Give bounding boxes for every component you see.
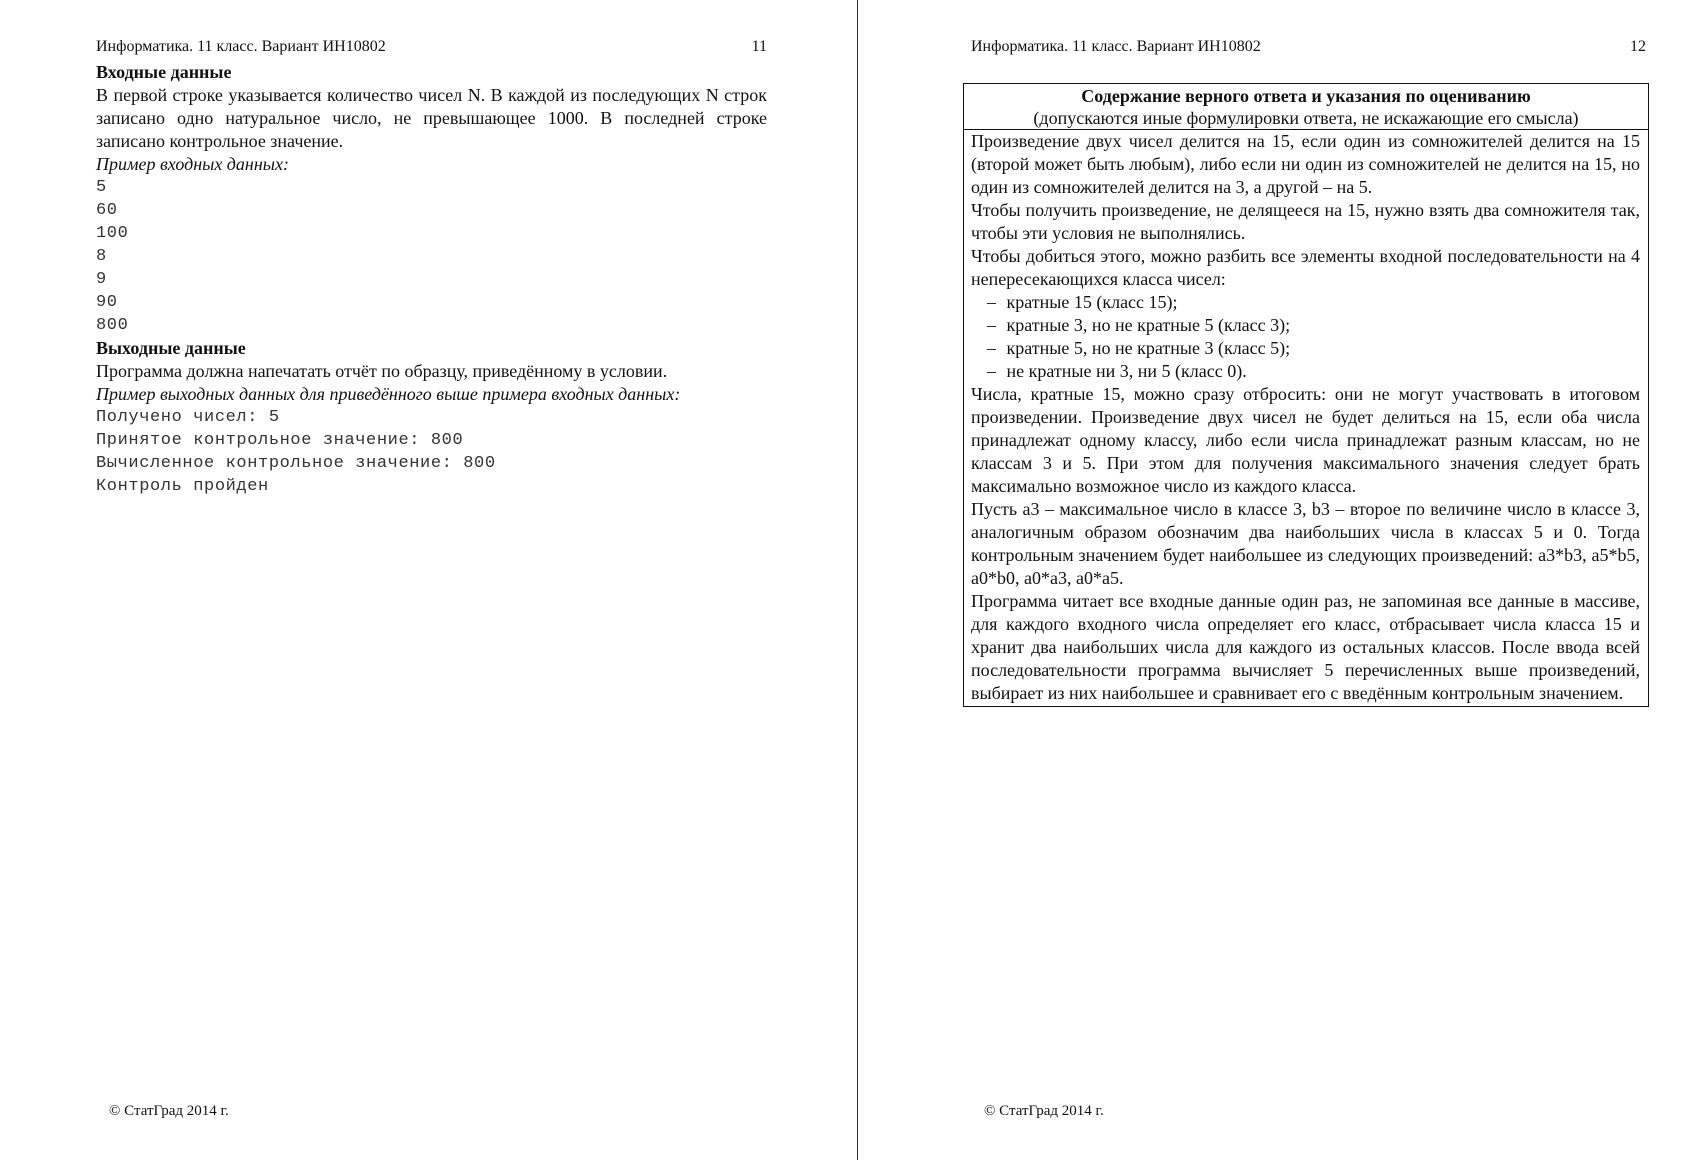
- output-example-line: Принятое контрольное значение: 800: [96, 431, 464, 450]
- output-example-line: Получено чисел: 5: [96, 408, 280, 427]
- page-number: 12: [1630, 38, 1646, 55]
- input-example-label: Пример входных данных:: [96, 154, 289, 174]
- class-list-item: – кратные 15 (класс 15);: [987, 291, 1640, 314]
- answer-paragraph: Программа читает все входные данные один раз, не запоминая все данные в массиве, для каждого входного числа определяет его класс, отбрасывает числа класса 15 и хранит два наибольших числа для каждого из остальных классов. После ввода всей последовательности программа вычисляет 5 перечисленных выше произведений, выбирает из них наибольшее и сравнивает его с введённым контрольным значением.: [971, 591, 1640, 703]
- page-header: Информатика. 11 класс. Вариант ИН10802: [96, 38, 386, 55]
- answer-paragraph: Чтобы добиться этого, можно разбить все элементы входной последовательности на 4 непересекающихся класса чисел:: [971, 246, 1640, 289]
- input-example-line: 5: [96, 178, 107, 197]
- answer-box: [963, 83, 1649, 707]
- page-header: Информатика. 11 класс. Вариант ИН10802: [971, 38, 1261, 55]
- class-list-item: – кратные 3, но не кратные 5 (класс 3);: [987, 314, 1640, 337]
- output-example-line: Контроль пройден: [96, 477, 269, 496]
- input-example: [96, 176, 767, 337]
- answer-box-body: [964, 130, 1648, 706]
- input-example-line: 8: [96, 247, 107, 266]
- output-example-line: Вычисленное контрольное значение: 800: [96, 454, 496, 473]
- answer-paragraph: Чтобы получить произведение, не делящееся на 15, нужно взять два сомножителя так, чтобы эти условия не выполнялись.: [971, 200, 1640, 243]
- page-number: 11: [751, 38, 767, 55]
- answer-paragraph: Пусть а3 – максимальное число в классе 3, b3 – второе по величине число в классе 3, аналогичным образом обозначим два наибольших числа в классах 5 и 0. Тогда контрольным значением будет наибольшее из следующих произведений: a3*b3, a5*b5, a0*b0, a0*a3, a0*a5.: [971, 499, 1640, 588]
- input-example-line: 60: [96, 201, 118, 220]
- input-heading: Входные данные: [96, 62, 232, 82]
- output-example: [96, 406, 767, 498]
- input-example-line: 800: [96, 316, 129, 335]
- page-footer: © СтатГрад 2014 г.: [984, 1103, 1104, 1119]
- class-list-item: – кратные 5, но не кратные 3 (класс 5);: [987, 337, 1640, 360]
- input-description: В первой строке указывается количество чисел N. В каждой из последующих N строк записано одно натуральное число, не превышающее 1000. В последней строке записано контрольное значение.: [96, 85, 767, 151]
- right-page: [858, 0, 1708, 1160]
- answer-box-header: [964, 84, 1648, 130]
- output-heading: Выходные данные: [96, 338, 246, 358]
- class-list: [971, 291, 1640, 383]
- left-content: [96, 61, 767, 498]
- class-list-item: – не кратные ни 3, ни 5 (класс 0).: [987, 360, 1640, 383]
- answer-paragraph: Числа, кратные 15, можно сразу отбросить: они не могут участвовать в итоговом произведении. Произведение двух чисел не будет делиться на 15, если оба числа принадлежат одному классу, либо если числа принадлежат разным классам, но не классам 3 и 5. При этом для получения максимального значения следует брать максимально возможное число из каждого класса.: [971, 384, 1640, 496]
- output-example-label: Пример выходных данных для приведённого выше примера входных данных:: [96, 384, 681, 404]
- answer-box-title: Содержание верного ответа и указания по оцениванию: [1081, 86, 1531, 106]
- answer-paragraph: Произведение двух чисел делится на 15, если один из сомножителей делится на 15 (второй может быть любым), либо если ни один из сомножителей не делится на 15, но один из сомножителей делится на 3, а другой – на 5.: [971, 131, 1640, 197]
- answer-box-subtitle: (допускаются иные формулировки ответа, не искажающие его смысла): [1033, 108, 1579, 128]
- input-example-line: 90: [96, 293, 118, 312]
- output-description: Программа должна напечатать отчёт по образцу, приведённому в условии.: [96, 361, 668, 381]
- input-example-line: 9: [96, 270, 107, 289]
- input-example-line: 100: [96, 224, 129, 243]
- page-footer: © СтатГрад 2014 г.: [109, 1103, 229, 1119]
